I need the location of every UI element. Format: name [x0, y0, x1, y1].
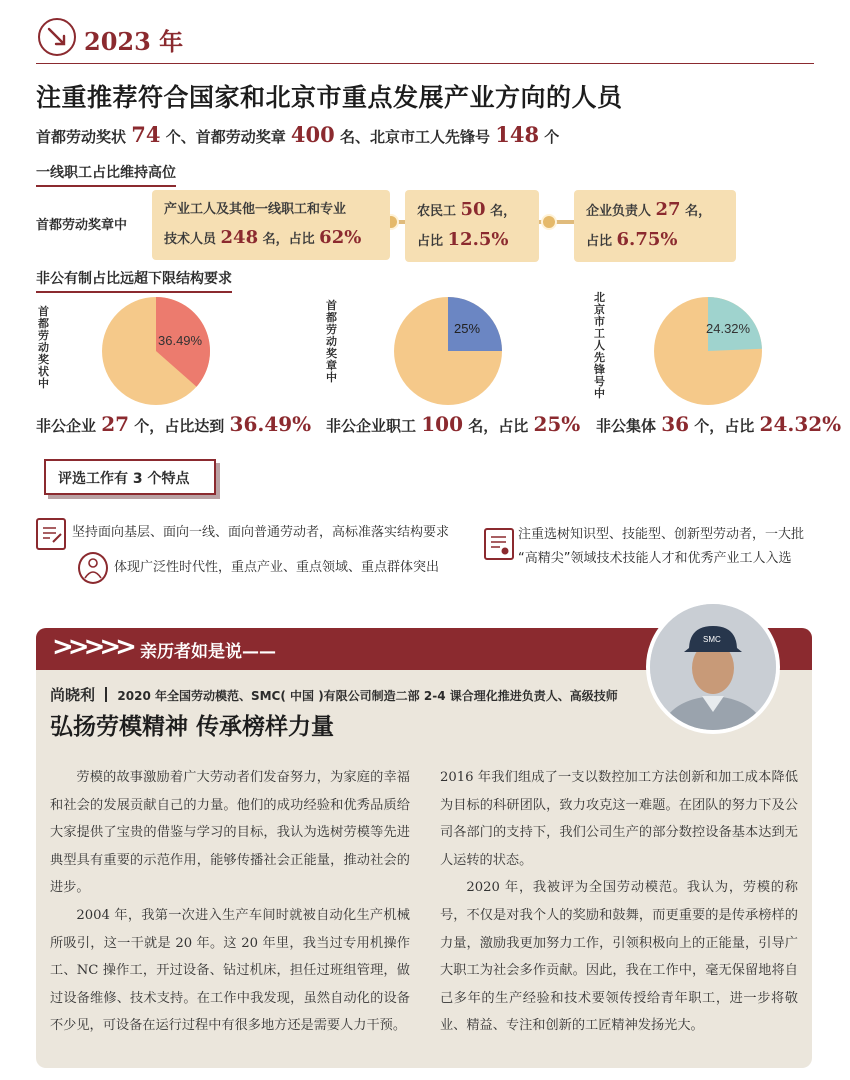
body-right-column	[440, 764, 798, 1040]
pie-slice-label-2: 25%	[454, 321, 481, 336]
feature-3-cont: “高精尖”领域技术技能人才和优秀产业工人入选	[518, 551, 792, 566]
body-left-column	[50, 764, 410, 1040]
person-name: 尚晓利	[50, 686, 96, 704]
year-title: 2023 年	[84, 27, 184, 56]
features-title: 评选工作有 3 个特点	[58, 471, 190, 487]
chevrons-icon: >>>>>	[52, 632, 131, 662]
headline: 注重推荐符合国家和北京市重点发展产业方向的人员	[36, 83, 623, 112]
portrait-photo	[646, 600, 780, 734]
person-line	[50, 684, 618, 705]
year-badge-icon	[38, 18, 76, 56]
pie-chart-3	[652, 295, 764, 407]
awards-summary: 首都劳动奖状 74 个、首都劳动奖章 400 名、北京市工人先锋号 148 个	[36, 122, 560, 147]
feature-2: 体现广泛性时代性，重点产业、重点领域、重点群体突出	[114, 560, 440, 575]
paragraph: 2020 年，我被评为全国劳动模范。我认为，劳模的称号，不仅是对我个人的奖励和鼓舞，而更重要的是传承榜样的力量，激励我更加努力工作，引领积极向上的正能量，引导广大职工为社会多作贡献。因此，我在工作中，毫无保留地将自己多年的生产经验和技术要领传授给青年职工，进一步将敬业、精益、专注和创新的工匠精神发扬光大。	[440, 880, 798, 1034]
stat-box-workers: 产业工人及其他一线职工和专业 技术人员 248 名，占比 62%	[152, 190, 390, 260]
pie-caption-3: 非公集体 36 个，占比 24.32%	[596, 412, 842, 436]
section-label-nonpublic: 非公有制占比远超下限结构要求	[36, 268, 232, 293]
pie-chart-2	[392, 295, 504, 407]
person-role: 2020 年全国劳动模范、SMC( 中国 )有限公司制造二部 2-4 课合理化推进负责人、高级技师	[117, 689, 618, 703]
stat-box-migrant: 农民工 50 名， 占比 12.5%	[405, 190, 539, 262]
pie-chart-1	[100, 295, 212, 407]
feature-1: 坚持面向基层、面向一线、面向普通劳动者，高标准落实结构要求	[72, 525, 450, 540]
document-sign-icon	[36, 518, 66, 550]
award-count-3: 148	[495, 122, 540, 147]
paragraph: 2004 年，我第一次进入生产车间时就被自动化生产机械所吸引，这一干就是 20 年。这 20 年里，我当过专用机操作工、NC 操作工，开过设备、钻过机床，担任过班组管理，做过设备维修、技术支持。在工作中我发现，虽然自动化的设备不少见，可设备在运行过程中有很多地方还是需要人力干预。	[50, 907, 410, 1034]
certificate-icon	[484, 528, 514, 560]
pie-slice-label-1: 36.49%	[158, 333, 203, 348]
stat-box-managers: 企业负责人 27 名， 占比 6.75%	[574, 190, 736, 262]
connector-dot	[541, 214, 557, 230]
header-rule	[36, 63, 814, 64]
award-count-2: 400	[290, 122, 335, 147]
pie-caption-2: 非公企业职工 100 名，占比 25%	[326, 412, 581, 436]
section-label-frontline: 一线职工占比维持高位	[36, 162, 176, 187]
award-count-1: 74	[131, 122, 161, 147]
banner-title: 亲历者如是说——	[140, 642, 276, 662]
hat-logo-text: SMC	[703, 635, 721, 644]
pie-vlabel-3: 北京市工人先锋号中	[594, 291, 605, 400]
feature-3: 注重选树知识型、技能型、创新型劳动者，一大批	[518, 527, 805, 542]
pie-vlabel-2: 首都劳动奖章中	[326, 299, 337, 384]
pie-vlabel-1: 首都劳动奖状中	[38, 305, 49, 390]
paragraph: 2016 年我们组成了一支以数控加工方法创新和加工成本降低为目标的科研团队，致力攻克这一难题。在团队的努力下及公司各部门的支持下，我们公司生产的部分数控设备基本达到无人运转的状态。	[440, 770, 798, 868]
worker-icon	[78, 552, 108, 584]
pie-slice-label-3: 24.32%	[706, 321, 751, 336]
row-label-medal: 首都劳动奖章中	[36, 218, 128, 233]
pie-caption-1: 非公企业 27 个，占比达到 36.49%	[36, 412, 312, 436]
features-title-box	[44, 459, 216, 495]
paragraph: 劳模的故事激励着广大劳动者们发奋努力，为家庭的幸福和社会的发展贡献自己的力量。他们的成功经验和优秀品质给大家提供了宝贵的借鉴与学习的目标，我认为选树劳模等先进典型具有重要的示范作用，能够传播社会正能量，推动社会的进步。	[50, 770, 410, 896]
testimonial-title: 弘扬劳模精神 传承榜样力量	[50, 713, 335, 740]
